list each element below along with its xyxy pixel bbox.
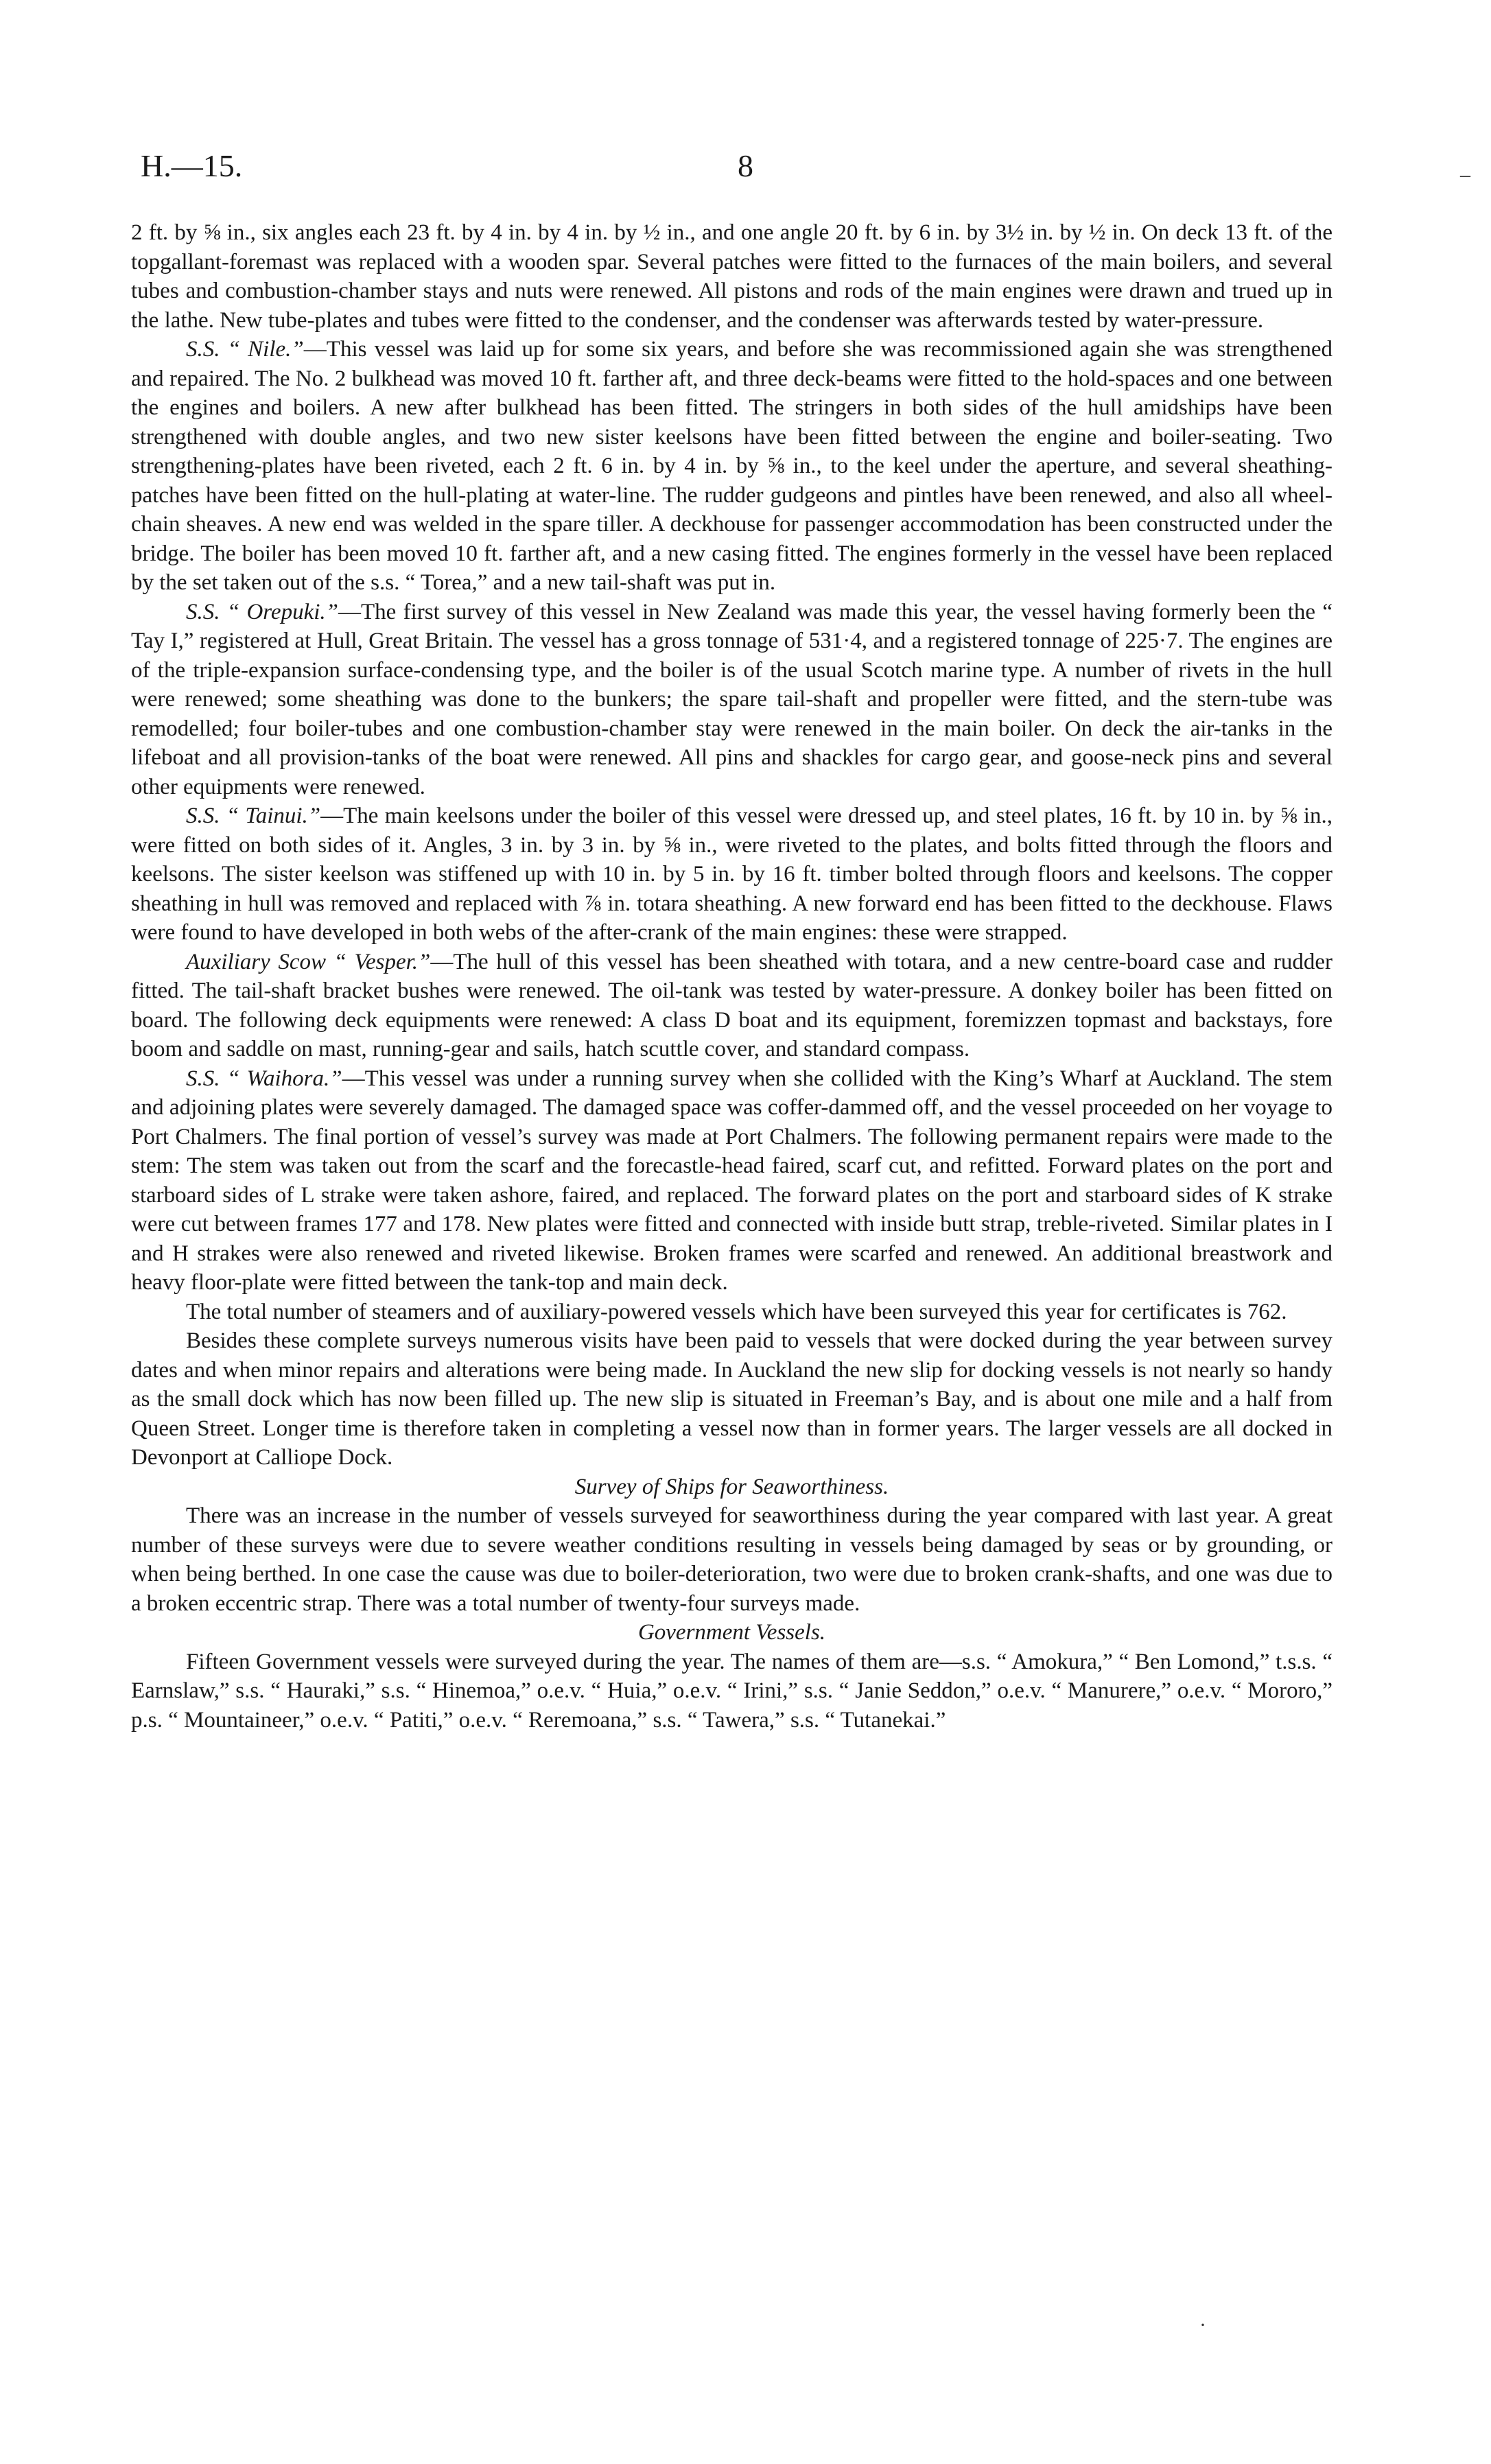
paragraph-text: Besides these complete surveys numerous visits have been paid to vessels that were docked during the year between survey dates and when minor repairs and alterations were being made. In Auckland the new slip for docking vessels is not nearly so handy as the small dock which has now been filled up. The new slip is situated in Freeman’s Bay, and is about one mile and a half from Queen Street. Longer time is therefore taken in completing a vessel now than in former years. The larger vessels are all docked in Devonport at Calliope Dock. (131, 1328, 1332, 1470)
paragraph-text: —This vessel was under a running survey when she collided with the King’s Wharf at Auckland. The stem and adjoining plates were severely damaged. The damaged space was coffer-dammed off, and the vessel proceeded on her voyage to Port Chalmers. The final portion of vessel’s survey was made at Port Chalmers. The following permanent repairs were made to the stem: The stem was taken out from the scarf and the forecastle-head faired, scarf cut, and refitted. Forward plates on the port and starboard sides of L strake were taken ashore, faired, and replaced. The forward plates on the port and starboard sides of K strake were cut between frames 177 and 178. New plates were fitted and connected with inside butt strap, treble-riveted. Similar plates in I and H strakes were also renewed and riveted likewise. Broken frames were scarfed and renewed. An additional breastwork and heavy floor-plate were fitted between the tank-top and main deck. (131, 1066, 1332, 1295)
section-heading-seaworthiness: Survey of Ships for Seaworthiness. (574, 1474, 889, 1499)
paragraph-text: There was an increase in the number of vessels surveyed for seaworthiness during the year compared with last year. A great number of these surveys were due to severe weather conditions resulting in vessels being damaged by seas or by grounding, or when being berthed. In one case the cause was due to boiler-deterioration, two were due to broken crank-shafts, and one was due to a broken eccentric strap. There was a total number of twenty-four surveys made. (131, 1503, 1332, 1616)
vessel-name: Auxiliary Scow “ Vesper.” (186, 949, 431, 974)
vessel-name: S.S. “ Tainui.” (186, 803, 321, 828)
paragraph-text: The total number of steamers and of auxiliary-powered vessels which have been surveyed this year for certificates is 762. (186, 1299, 1287, 1324)
vessel-name: S.S. “ Nile.” (186, 337, 304, 362)
vessel-name: S.S. “ Orepuki.” (186, 599, 338, 624)
paragraph-text: —This vessel was laid up for some six years, and before she was recommissioned again she was strengthened and repaired. The No. 2 bulkhead was moved 10 ft. farther aft, and three deck-beams were fitted to the hold-spaces and one between the engines and boilers. A new after bulkhead has been fitted. The stringers in both sides of the hull amidships have been strengthened with double angles, and two new sister keelsons have been fitted between the engine and boiler-seating. Two strengthening-plates have been riveted, each 2 ft. 6 in. by 4 in. by ⅝ in., to the keel under the aperture, and several sheathing-patches have been fitted on the hull-plating at water-line. The rudder gudgeons and pintles have been renewed, and also all wheel-chain sheaves. A new end was welded in the spare tiller. A deckhouse for passenger accommodation has been constructed under the bridge. The boiler has been moved 10 ft. farther aft, and a new casing fitted. The engines formerly in the vessel have been replaced by the set taken out of the s.s. “ Torea,” and a new tail-shaft was put in. (131, 337, 1333, 595)
paragraph-tainui (131, 801, 1332, 948)
paragraph-text: —The first survey of this vessel in New Zealand was made this year, the vessel having formerly been the “ Tay I,” registered at Hull, Great Britain. The vessel has a gross tonnage of 531·4, and a registered tonnage of 225·7. The engines are of the triple-expansion surface-condensing type, and the boiler is of the usual Scotch marine type. A number of rivets in the hull were renewed; some sheathing was done to the bunkers; the spare tail-shaft and propeller were fitted, and the stern-tube was remodelled; four boiler-tubes and one combustion-chamber stay were renewed in the main boiler. On deck the air-tanks in the lifeboat and all provision-tanks of the boat were renewed. All pins and shackles for cargo gear, and goose-neck pins and several other equipments were renewed. (131, 599, 1332, 799)
section-heading-government-vessels: Government Vessels. (637, 1620, 826, 1645)
paragraph-text: 2 ft. by ⅝ in., six angles each 23 ft. by 4 in. by 4 in. by ½ in., and one angle 20 ft. by 6 in. by 3½ in. by ½ in. On deck 13 ft. of the topgallant-foremast was replaced with a wooden spar. Several patches were fitted to the furnaces of the main boilers, and several tubes and combustion-chamber stays and nuts were renewed. All pistons and rods of the main engines were drawn and trued up in the lathe. New tube-plates and tubes were fitted to the condenser, and the condenser was afterwards tested by water-pressure. (131, 220, 1332, 333)
paragraph-continuation (131, 218, 1332, 335)
page-number: 8 (738, 148, 753, 183)
running-head (141, 148, 1350, 189)
paragraph-text: Fifteen Government vessels were surveyed during the year. The names of them are—s.s. “ Amokura,” “ Ben Lomond,” t.s.s. “ Earnslaw,” s.s. “ Hauraki,” s.s. “ Hinemoa,” o.e.v. “ Huia,” o.e.v. “ Irini,” s.s. “ Janie Seddon,” o.e.v. “ Manurere,” o.e.v. “ Mororo,” p.s. “ Mountaineer,” o.e.v. “ Patiti,” o.e.v. “ Reremoana,” s.s. “ Tawera,” s.s. “ Tutanekai.” (131, 1649, 1332, 1733)
vessel-name: S.S. “ Waihora.” (186, 1066, 342, 1091)
margin-mark: – (1460, 163, 1470, 186)
paragraph-besides (131, 1326, 1332, 1472)
paragraph-government-vessels (131, 1647, 1332, 1735)
paragraph-total (131, 1298, 1332, 1327)
body-text (131, 218, 1332, 1735)
paragraph-vesper (131, 948, 1332, 1064)
paragraph-waihora (131, 1064, 1332, 1298)
report-reference: H.—15. (141, 148, 243, 183)
paragraph-text: —The hull of this vessel has been sheathed with totara, and a new centre-board case and rudder fitted. The tail-shaft bracket bushes were renewed. The oil-tank was tested by water-pressure. A donkey boiler has been fitted on board. The following deck equipments were renewed: A class D boat and its equipment, foremizzen topmast and backstays, fore boom and saddle on mast, running-gear and sails, hatch scuttle cover, and standard compass. (131, 949, 1332, 1061)
paragraph-seaworthiness (131, 1501, 1332, 1618)
scan-mark: · (1199, 2314, 1206, 2336)
paragraph-orepuki (131, 598, 1332, 802)
paragraph-nile (131, 335, 1332, 598)
paragraph-text: —The main keelsons under the boiler of this vessel were dressed up, and steel plates, 16 ft. by 10 in. by ⅝ in., were fitted on both sides of it. Angles, 3 in. by 3 in. by ⅝ in., were riveted to the plates, and bolts fitted through the floors and keelsons. The sister keelson was stiffened up with 10 in. by 5 in. by 16 ft. timber bolted through floors and keelsons. The copper sheathing in hull was removed and replaced with ⅞ in. totara sheathing. A new forward end has been fitted to the deckhouse. Flaws were found to have developed in both webs of the after-crank of the main engines: these were strapped. (131, 803, 1332, 945)
